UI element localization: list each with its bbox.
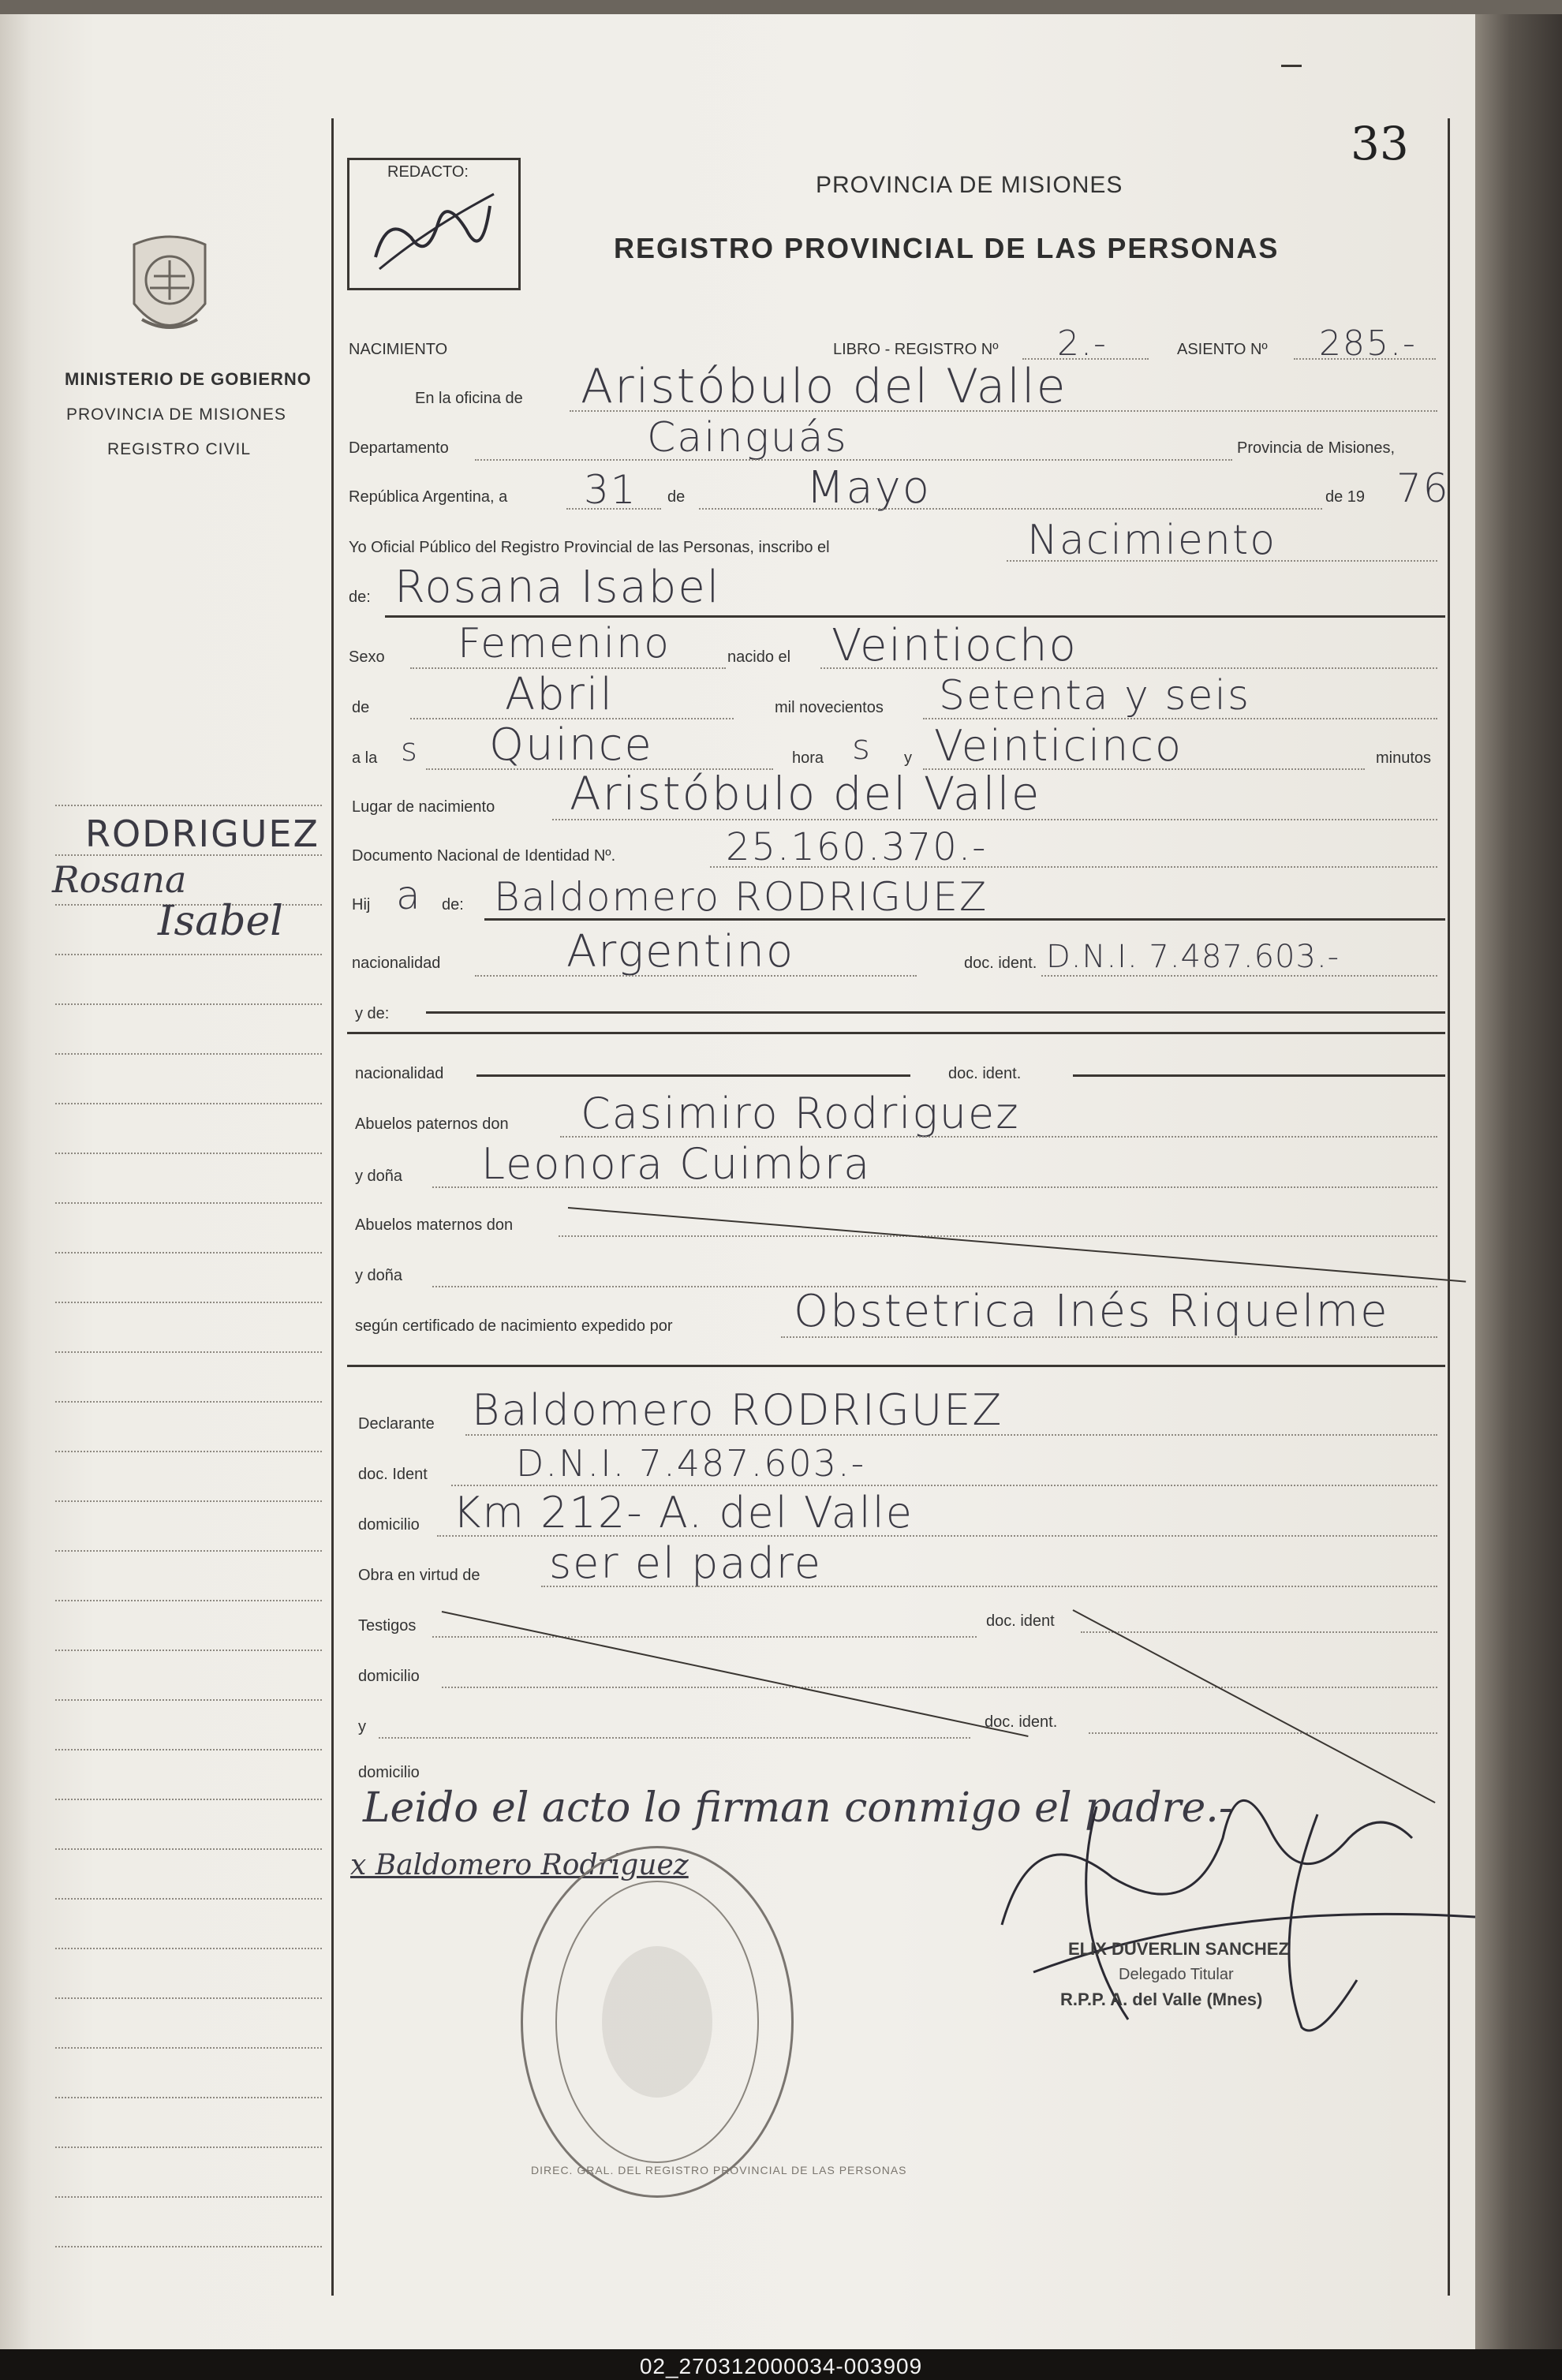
rule-y-de-2: [347, 1032, 1445, 1034]
rule-doc-ident-2: [1073, 1074, 1445, 1077]
value-abuelo-paterno: Casimiro Rodriguez: [581, 1089, 1020, 1138]
margin-rule: [55, 1351, 322, 1353]
label-yo-oficial: Yo Oficial Público del Registro Provincial de las Personas, inscribo el: [349, 539, 830, 556]
value-asiento: 285.-: [1319, 323, 1417, 364]
margin-rule: [55, 1749, 322, 1750]
rule-nacido-el: [820, 667, 1437, 669]
margin-rule: [55, 1799, 322, 1800]
label-doc-ident: doc. ident.: [964, 955, 1037, 972]
label-de19: de 19: [1325, 488, 1366, 506]
value-certificado: Obstetrica Inés Riquelme: [794, 1286, 1389, 1337]
margin-rule: [55, 1948, 322, 1949]
label-oficina: En la oficina de: [415, 390, 523, 407]
rule-abuelos-maternos: [559, 1235, 1437, 1237]
value-mes-nac: Abril: [505, 669, 614, 720]
value-acto: Nacimiento: [1027, 517, 1277, 564]
label-y-dona-2: y doña: [355, 1267, 403, 1284]
value-abuela-paterna: Leonora Cuimbra: [481, 1139, 872, 1189]
label-segun: según certificado de nacimiento expedido por: [355, 1317, 673, 1335]
value-doc-padre: D.N.I. 7.487.603.-: [1046, 939, 1340, 975]
redacto-box: [347, 158, 521, 290]
label-hij-de: de:: [442, 896, 464, 914]
value-nacido-el: Veintiocho: [831, 620, 1078, 671]
signature-name: ELIX DUVERLIN SANCHEZ: [1068, 1939, 1289, 1959]
label-y-de: y de:: [355, 1005, 390, 1022]
signature-title: Delegado Titular: [1119, 1966, 1234, 1983]
label-doc-ident-2: doc. ident.: [948, 1065, 1022, 1082]
rule-section-divider: [347, 1365, 1445, 1367]
label-declarante: Declarante: [358, 1415, 435, 1433]
rule-doc-declarante: [451, 1485, 1437, 1486]
label-sexo: Sexo: [349, 648, 385, 666]
label-nacimiento: NACIMIENTO: [349, 341, 448, 358]
label-obra: Obra en virtud de: [358, 1567, 480, 1584]
label-mil-novecientos: mil novecientos: [775, 699, 884, 716]
label-lugar: Lugar de nacimiento: [352, 798, 495, 816]
label-abuelos-maternos: Abuelos maternos don: [355, 1216, 514, 1234]
margin-rule: [55, 1103, 322, 1104]
margin-rule: [55, 1003, 322, 1005]
margin-rule: [55, 1053, 322, 1055]
ministry-line3: REGISTRO CIVIL: [107, 440, 252, 458]
margin-rule: [55, 2097, 322, 2098]
rule-declarante: [465, 1434, 1437, 1436]
margin-rule: [55, 2047, 322, 2049]
margin-firstname: Rosana: [52, 858, 187, 901]
margin-rule: [55, 805, 322, 806]
margin-rule: [55, 1997, 322, 1999]
rule-abuelo-paterno: [560, 1136, 1437, 1138]
label-domicilio-3: domicilio: [358, 1764, 420, 1781]
margin-rule: [55, 1848, 322, 1850]
value-departamento: Cainguás: [647, 414, 848, 461]
value-hora: Quince: [489, 719, 653, 771]
margin-rule: [55, 1500, 322, 1502]
rule-testigos: [432, 1636, 977, 1638]
margin-rule: [55, 2196, 322, 2198]
label-a-la: a la: [352, 749, 378, 767]
value-anio: 76: [1396, 465, 1450, 511]
page-number: 33: [1351, 117, 1409, 170]
label-doc-ident-4: doc. ident: [986, 1612, 1055, 1630]
margin-rule: [55, 1898, 322, 1900]
rule-doc-padre: [1041, 975, 1437, 977]
value-declarante: Baldomero RODRIGUEZ: [472, 1385, 1003, 1435]
label-y-dona: y doña: [355, 1168, 403, 1185]
margin-rule: [55, 1699, 322, 1701]
label-nacionalidad-2: nacionalidad: [355, 1065, 444, 1082]
value-libro: 2.-: [1057, 323, 1108, 364]
rule-nombre: [385, 615, 1445, 618]
label-domicilio: domicilio: [358, 1516, 420, 1534]
rule-oficina: [570, 410, 1437, 412]
label-doc-ident-5: doc. ident.: [985, 1713, 1058, 1731]
label-hora: hora: [792, 749, 824, 767]
value-hij-suffix: a: [396, 872, 422, 918]
label-y-hora: y: [904, 749, 912, 767]
value-doc-declarante: D.N.I. 7.487.603.-: [516, 1442, 866, 1485]
value-nombre: Rosana Isabel: [394, 562, 721, 613]
value-hora-suffix: s: [852, 727, 872, 768]
rule-anio-nac: [923, 718, 1437, 719]
margin-middlename: Isabel: [158, 898, 283, 945]
registry-title: REGISTRO PROVINCIAL DE LAS PERSONAS: [614, 232, 1280, 264]
margin-rule: [55, 1401, 322, 1403]
label-minutos: minutos: [1376, 749, 1432, 767]
value-dia: 31: [584, 467, 637, 513]
margin-rule: [55, 1550, 322, 1552]
margin-rule: [55, 1650, 322, 1651]
value-lugar: Aristóbulo del Valle: [570, 767, 1041, 820]
rule-abuela-paterna: [432, 1186, 1437, 1188]
rule-y-de: [426, 1011, 1445, 1014]
label-departamento: Departamento: [349, 439, 449, 457]
rule-nacionalidad: [475, 975, 917, 977]
label-documento: Documento Nacional de Identidad Nº.: [352, 847, 616, 865]
rule-domicilio-2: [442, 1687, 1437, 1688]
value-a-la-suffix: s: [401, 732, 419, 768]
label-abuelos-paternos: Abuelos paternos don: [355, 1115, 509, 1133]
redacto-signature: [364, 182, 506, 281]
value-mes: Mayo: [806, 462, 932, 514]
label-domicilio-2: domicilio: [358, 1668, 420, 1685]
value-padre: Baldomero RODRIGUEZ: [494, 874, 988, 920]
image-caption: 02_270312000034-003909: [639, 2354, 923, 2378]
label-hij: Hij: [352, 896, 371, 914]
label-y-2: y: [358, 1718, 366, 1735]
value-firma-padre: x Baldomero Rodriguez: [350, 1849, 689, 1881]
rule-dia: [566, 508, 661, 510]
ministry-line2: PROVINCIA DE MISIONES: [66, 405, 286, 424]
stamp-text: DIREC. GRAL. DEL REGISTRO PROVINCIAL DE LAS PERSONAS: [531, 2164, 907, 2176]
rule-lugar: [552, 819, 1437, 820]
rule-nacionalidad-2: [476, 1074, 910, 1077]
label-nacido-el: nacido el: [727, 648, 791, 666]
value-minutos: Veinticinco: [934, 721, 1183, 771]
value-dni: 25.160.370.-: [726, 825, 988, 869]
value-nacionalidad-padre: Argentino: [566, 926, 795, 977]
value-sexo: Femenino: [458, 620, 671, 667]
label-provincia: Provincia de Misiones,: [1237, 439, 1396, 457]
rule-mes: [699, 508, 1322, 510]
rule-doc-ident-4: [1081, 1631, 1437, 1633]
margin-rule: [55, 2246, 322, 2247]
province-title: PROVINCIA DE MISIONES: [816, 172, 1123, 198]
rule-certificado: [781, 1336, 1437, 1338]
margin-rule: [55, 2146, 322, 2148]
frame-left-line: [331, 118, 334, 2296]
margin-rule: [55, 1600, 322, 1601]
ministry-line1: MINISTERIO DE GOBIERNO: [65, 369, 312, 389]
value-obra: ser el padre: [549, 1538, 822, 1588]
rule-dni: [710, 866, 1437, 868]
margin-rule: [55, 1202, 322, 1204]
margin-rule: [55, 954, 322, 955]
rule-departamento: [475, 459, 1232, 461]
edge-mark: [1281, 65, 1302, 67]
value-nota: Leido el acto lo firman conmigo el padre.-: [363, 1784, 1233, 1832]
official-round-stamp: [521, 1846, 907, 2198]
label-libro: LIBRO - REGISTRO Nº: [833, 341, 999, 358]
redacto-label: REDACTO:: [387, 163, 469, 181]
margin-rule: [55, 1153, 322, 1154]
margin-rule: [55, 1252, 322, 1254]
rule-obra: [541, 1586, 1437, 1587]
margin-rule: [55, 1451, 322, 1452]
rule-asiento: [1294, 358, 1436, 360]
label-doc-ident-3: doc. Ident: [358, 1466, 428, 1483]
margin-rule: [55, 1302, 322, 1303]
value-oficina: Aristóbulo del Valle: [581, 359, 1067, 414]
coat-of-arms: [126, 229, 213, 347]
label-nacionalidad: nacionalidad: [352, 955, 441, 972]
rule-padre: [484, 918, 1445, 921]
value-anio-nac: Setenta y seis: [939, 672, 1251, 719]
label-asiento: ASIENTO Nº: [1177, 341, 1268, 358]
margin-surname: RODRIGUEZ: [85, 813, 320, 855]
signature-place: R.P.P. A. del Valle (Mnes): [1060, 1990, 1263, 2009]
rule-y-2: [379, 1737, 970, 1739]
label-testigos: Testigos: [358, 1617, 417, 1635]
rule-domicilio: [437, 1535, 1437, 1537]
value-domicilio: Km 212- A. del Valle: [453, 1488, 914, 1537]
label-de-nombre: de:: [349, 588, 371, 606]
label-de-mes-nac: de: [352, 699, 370, 716]
label-republica: República Argentina, a: [349, 488, 508, 506]
label-de-mes: de: [667, 488, 686, 506]
rule-acto: [1007, 560, 1437, 562]
